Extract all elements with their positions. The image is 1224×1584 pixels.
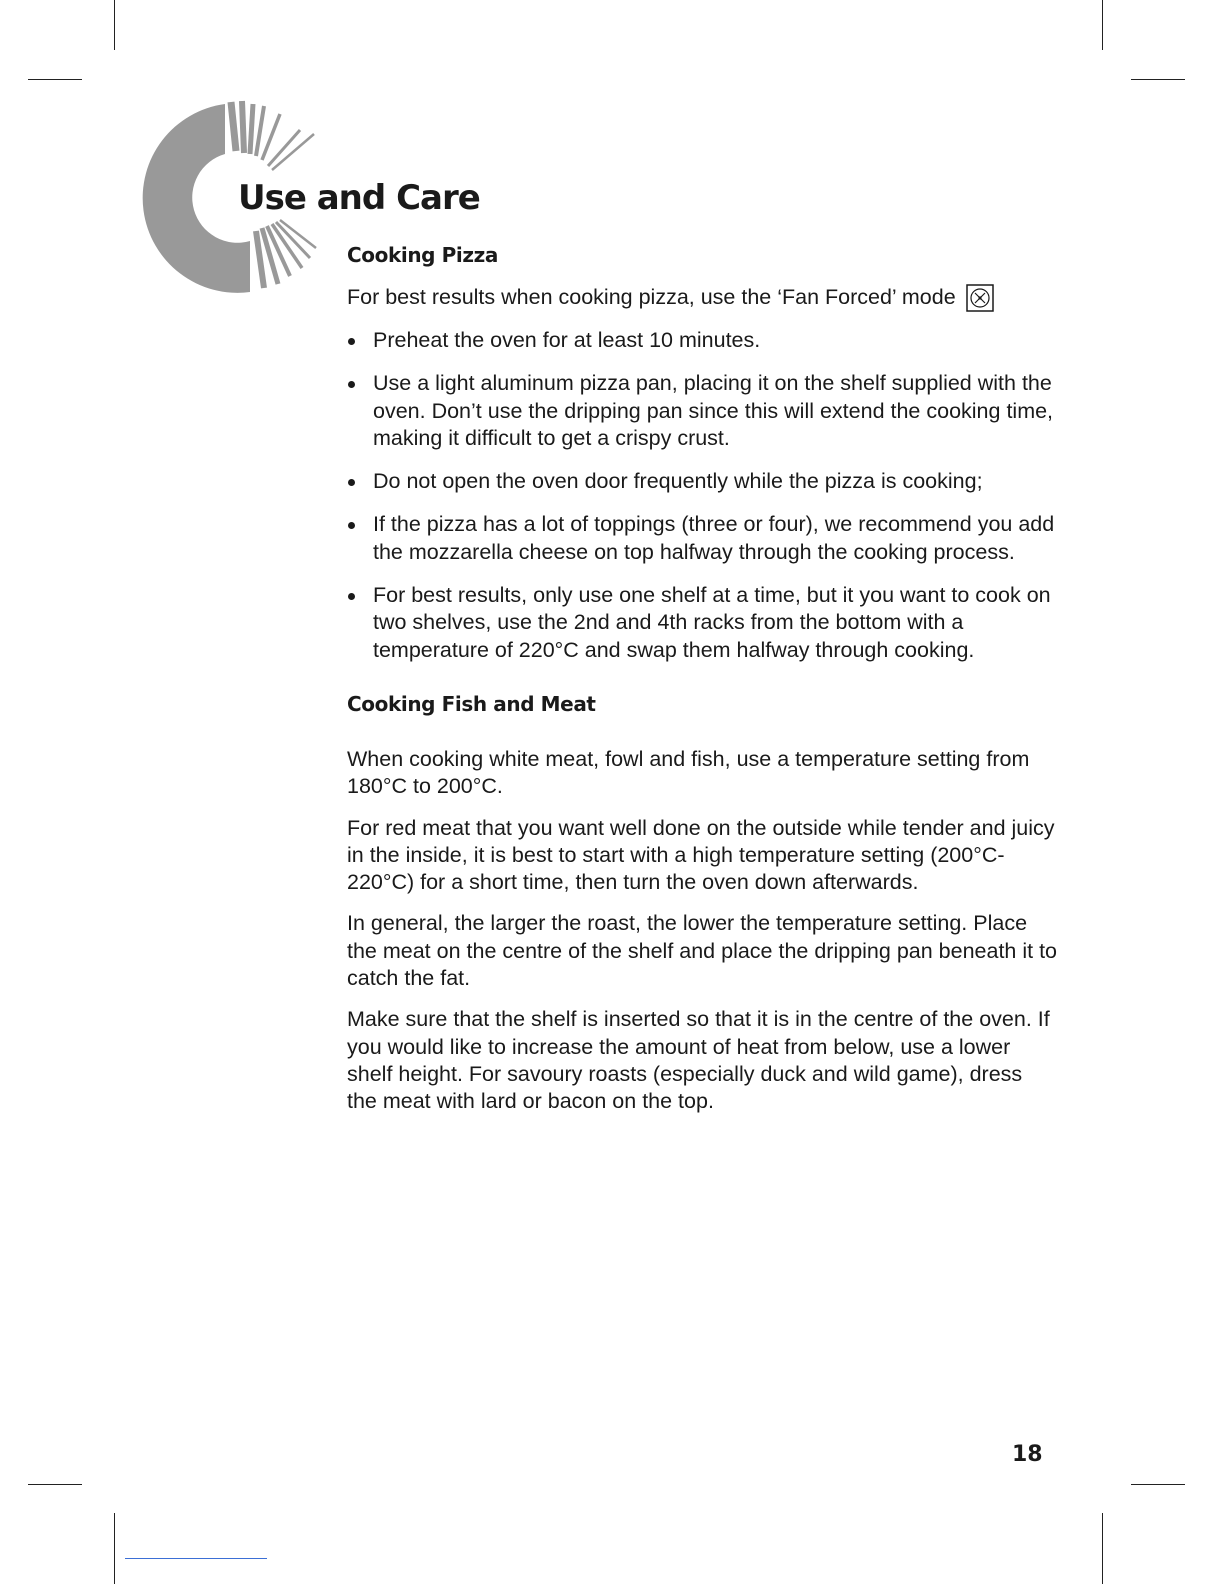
crop-mark-top-right-vertical (1102, 0, 1103, 50)
fish-meat-paragraph: In general, the larger the roast, the lower the temperature setting. Place the meat on the centre of the shelf and place the dripping pan beneath it to catch the fat. (347, 911, 1058, 991)
crop-mark-bottom-right-vertical (1102, 1513, 1103, 1584)
pizza-heading: Cooking Pizza (347, 243, 498, 267)
list-item-text: If the pizza has a lot of toppings (three or four), we recommend you add the mozzarella cheese on top halfway through the cooking process. (373, 512, 1055, 564)
pizza-intro-line (347, 284, 1057, 312)
list-item-text: Use a light aluminum pizza pan, placing it on the shelf supplied with the oven. Don’t use the dripping pan since this will extend the cooking time, making it difficult to get a crispy crust. (373, 371, 1054, 450)
list-item (347, 327, 1057, 354)
list-item-text: Do not open the oven door frequently while the pizza is cooking; (373, 469, 983, 494)
fish-meat-paragraph: Make sure that the shelf is inserted so that it is in the centre of the oven. If you would like to increase the amount of heat from below, use a lower shelf height. For savoury roasts (especially duck and wild game), dress the meat with lard or bacon on the top. (347, 1007, 1050, 1114)
crop-mark-bottom-left-vertical (114, 1513, 115, 1584)
list-item (347, 511, 1057, 566)
pizza-bullet-list (347, 327, 1057, 664)
fish-meat-paragraph: When cooking white meat, fowl and fish, use a temperature setting from 180°C to 200°C. (347, 746, 1030, 799)
pizza-intro: For best results when cooking pizza, use the ‘Fan Forced’ mode (347, 285, 956, 310)
list-item (347, 370, 1057, 452)
list-item (347, 582, 1057, 664)
list-item (347, 468, 1057, 495)
crop-mark-top-right-horizontal (1131, 79, 1185, 80)
footer-rule (125, 1558, 267, 1559)
crop-mark-top-left-vertical (114, 0, 115, 50)
list-item-text: Preheat the oven for at least 10 minutes. (373, 328, 761, 352)
list-item-text: For best results, only use one shelf at a time, but it you want to cook on two shelves, use the 2nd and 4th racks from the bottom with a temperature of 220°C and swap them halfway through cooking. (373, 583, 1051, 662)
fish-meat-heading: Cooking Fish and Meat (347, 691, 596, 716)
bullet-dot-icon (348, 479, 355, 486)
crop-mark-bottom-left-horizontal (28, 1484, 82, 1485)
fish-meat-paragraph: For red meat that you want well done on the outside while tender and juicy in the inside, it is best to start with a high temperature setting (200°C-220°C) for a short time, then turn the oven down afterwards. (347, 815, 1055, 895)
section-title: Use and Care (238, 178, 480, 218)
fan-forced-icon (966, 284, 994, 312)
bullet-dot-icon (348, 381, 355, 388)
main-content (347, 240, 1057, 1116)
crop-mark-bottom-right-horizontal (1131, 1484, 1185, 1485)
bullet-dot-icon (348, 522, 355, 529)
bullet-dot-icon (348, 338, 355, 345)
page-number: 18 (1012, 1442, 1043, 1467)
crop-mark-top-left-horizontal (28, 79, 82, 80)
bullet-dot-icon (348, 593, 355, 600)
